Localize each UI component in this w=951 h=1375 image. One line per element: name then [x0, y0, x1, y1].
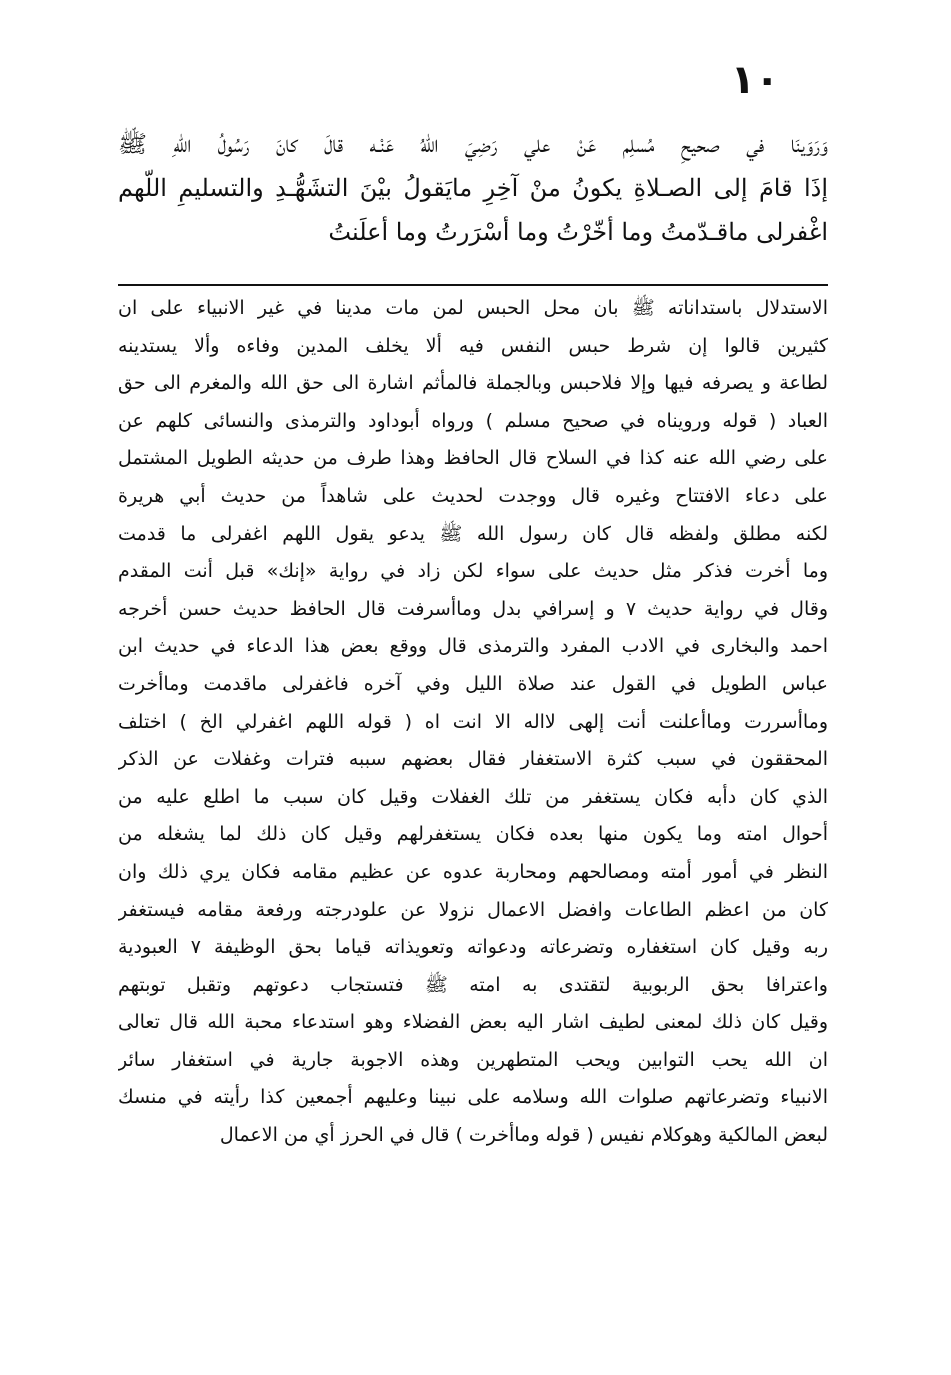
commentary-line: كان من اعظم الطاعات وافضل الاعمال نزولا عن علودرجته ورفعة مقامه فيستغفر: [118, 898, 828, 921]
commentary-line: احمد والبخارى في الادب المفرد والترمذى قال ووقع بعض هذا الدعاء في حديث ابن: [118, 635, 828, 658]
commentary-line: ربه وقيل كان استغفاره وتضرعاته ودعواته وتعويذاته قياما بحق الوظيفة ٧ العبودية: [118, 936, 828, 959]
commentary-line: النظر في أمور أمته ومصالحهم ومحاربة عدوه عن عظيم مقامه فكان يري ذلك وان: [118, 860, 828, 883]
commentary-line: وقيل كان ذلك لمعنى لطيف اشار اليه بعض الفضلاء وهو استدعاء محبة الله قال تعالى: [118, 1011, 828, 1034]
commentary-line: العباد ( قوله ورويناه في صحيح مسلم ) ورواه أبوداود والترمذى والنسائى كلهم عن: [118, 409, 828, 432]
hadith-line: إذَا قامَ إلى الصـلاةِ يكونُ منْ آخِرِ مايَقولُ بيْنَ التشَهُّـدِ والتسليمِ اللّهم: [118, 174, 828, 202]
commentary-line: كثيرين قالوا إن شرط حبس النفس فيه ألا يخلف المدين وفاءه وألا يستدينه: [118, 334, 828, 357]
commentary-line: المحققون في سبب كثرة الاستغفار فقال بعضهم سببه فترات وغفلات عن الذكر: [118, 748, 828, 771]
commentary-line: لطاعة و يصرفه فيها وإلا فلاحبس وبالجملة فالمأثم اشارة الى حق الله والمغرم الى حق: [118, 372, 828, 395]
commentary-text: [118, 290, 828, 1155]
commentary-line: الانبياء وتضرعاتهم صلوات الله وسلامه على نبينا وعليهم أجمعين كذا رأيته في منسك: [118, 1086, 828, 1109]
commentary-line: وما أخرت فذكر مثل حديث على سواء لكن زاد في رواية «إنك» قبل أنت المقدم: [118, 560, 828, 583]
commentary-line: على رضي الله عنه كذا في السلاح قال الحافظ وهذا طرف من حديثه الطويل المشتمل: [118, 447, 828, 470]
hadith-text: [118, 122, 828, 254]
hadith-line: اغْفرلى ماقـدّمتُ وما أخّرْتُ وما أسْرَرتُ وما أعلَنتُ: [328, 218, 828, 246]
commentary-line: عباس الطويل في القول عند صلاة الليل وفي آخره فاغفرلى ماقدمت وماأخرت: [118, 672, 828, 695]
commentary-line: الاستدلال باستداناته ﷺ بان محل الحبس لمن مات مدينا في غير الانبياء على ان: [118, 297, 828, 319]
commentary-line: على دعاء الافتتاح وغيره قال ووجدت لحديث على شاهداً من حديث أبي هريرة: [118, 484, 828, 507]
page-number: ١٠: [730, 57, 780, 103]
commentary-line: واعترافا بحق الربوبية لتقتدى به امته ﷺ فتستجاب دعوتهم وتقبل توبتهم: [118, 973, 828, 996]
commentary-line: الذي كان دأبه فكان يستغفر من تلك الغفلات وقيل كان سبب ما اطلع عليه من: [118, 785, 828, 808]
commentary-line: لكنه مطلق ولفظه قال كان رسول الله ﷺ يدعو يقول اللهم اغفرلى ما قدمت: [118, 522, 828, 545]
commentary-line: وماأسررت وماأعلنت أنت إلهى لااله الا انت اه ( قوله اللهم اغفرلي الخ ) اختلف: [118, 710, 828, 733]
hadith-line: وَرَوَينَا في صحيحِ مُسلِم عَنْ علي رَضِيَ اللهُ عَنْـه قالَ كانَ رَسُولُ اللهِ ﷺ: [118, 130, 828, 158]
commentary-line: أحوال امته وما يكون منها بعده فكان يستغفرلهم وقيل كان ذلك لما يشغله من: [118, 823, 828, 846]
section-divider: [118, 284, 828, 286]
commentary-line: لبعض المالكية وهوكلام نفيس ( قوله وماأخرت ) قال في الحرز أي من الاعمال: [219, 1124, 828, 1147]
commentary-line: وقال في رواية حديث ٧ و إسرافي بدل وماأسرفت قال الحافظ حديث حسن أخرجه: [118, 597, 828, 620]
commentary-line: ان الله يحب التوابين ويحب المتطهرين وهذه الاجوبة جارية في استغفار سائر: [118, 1048, 828, 1071]
